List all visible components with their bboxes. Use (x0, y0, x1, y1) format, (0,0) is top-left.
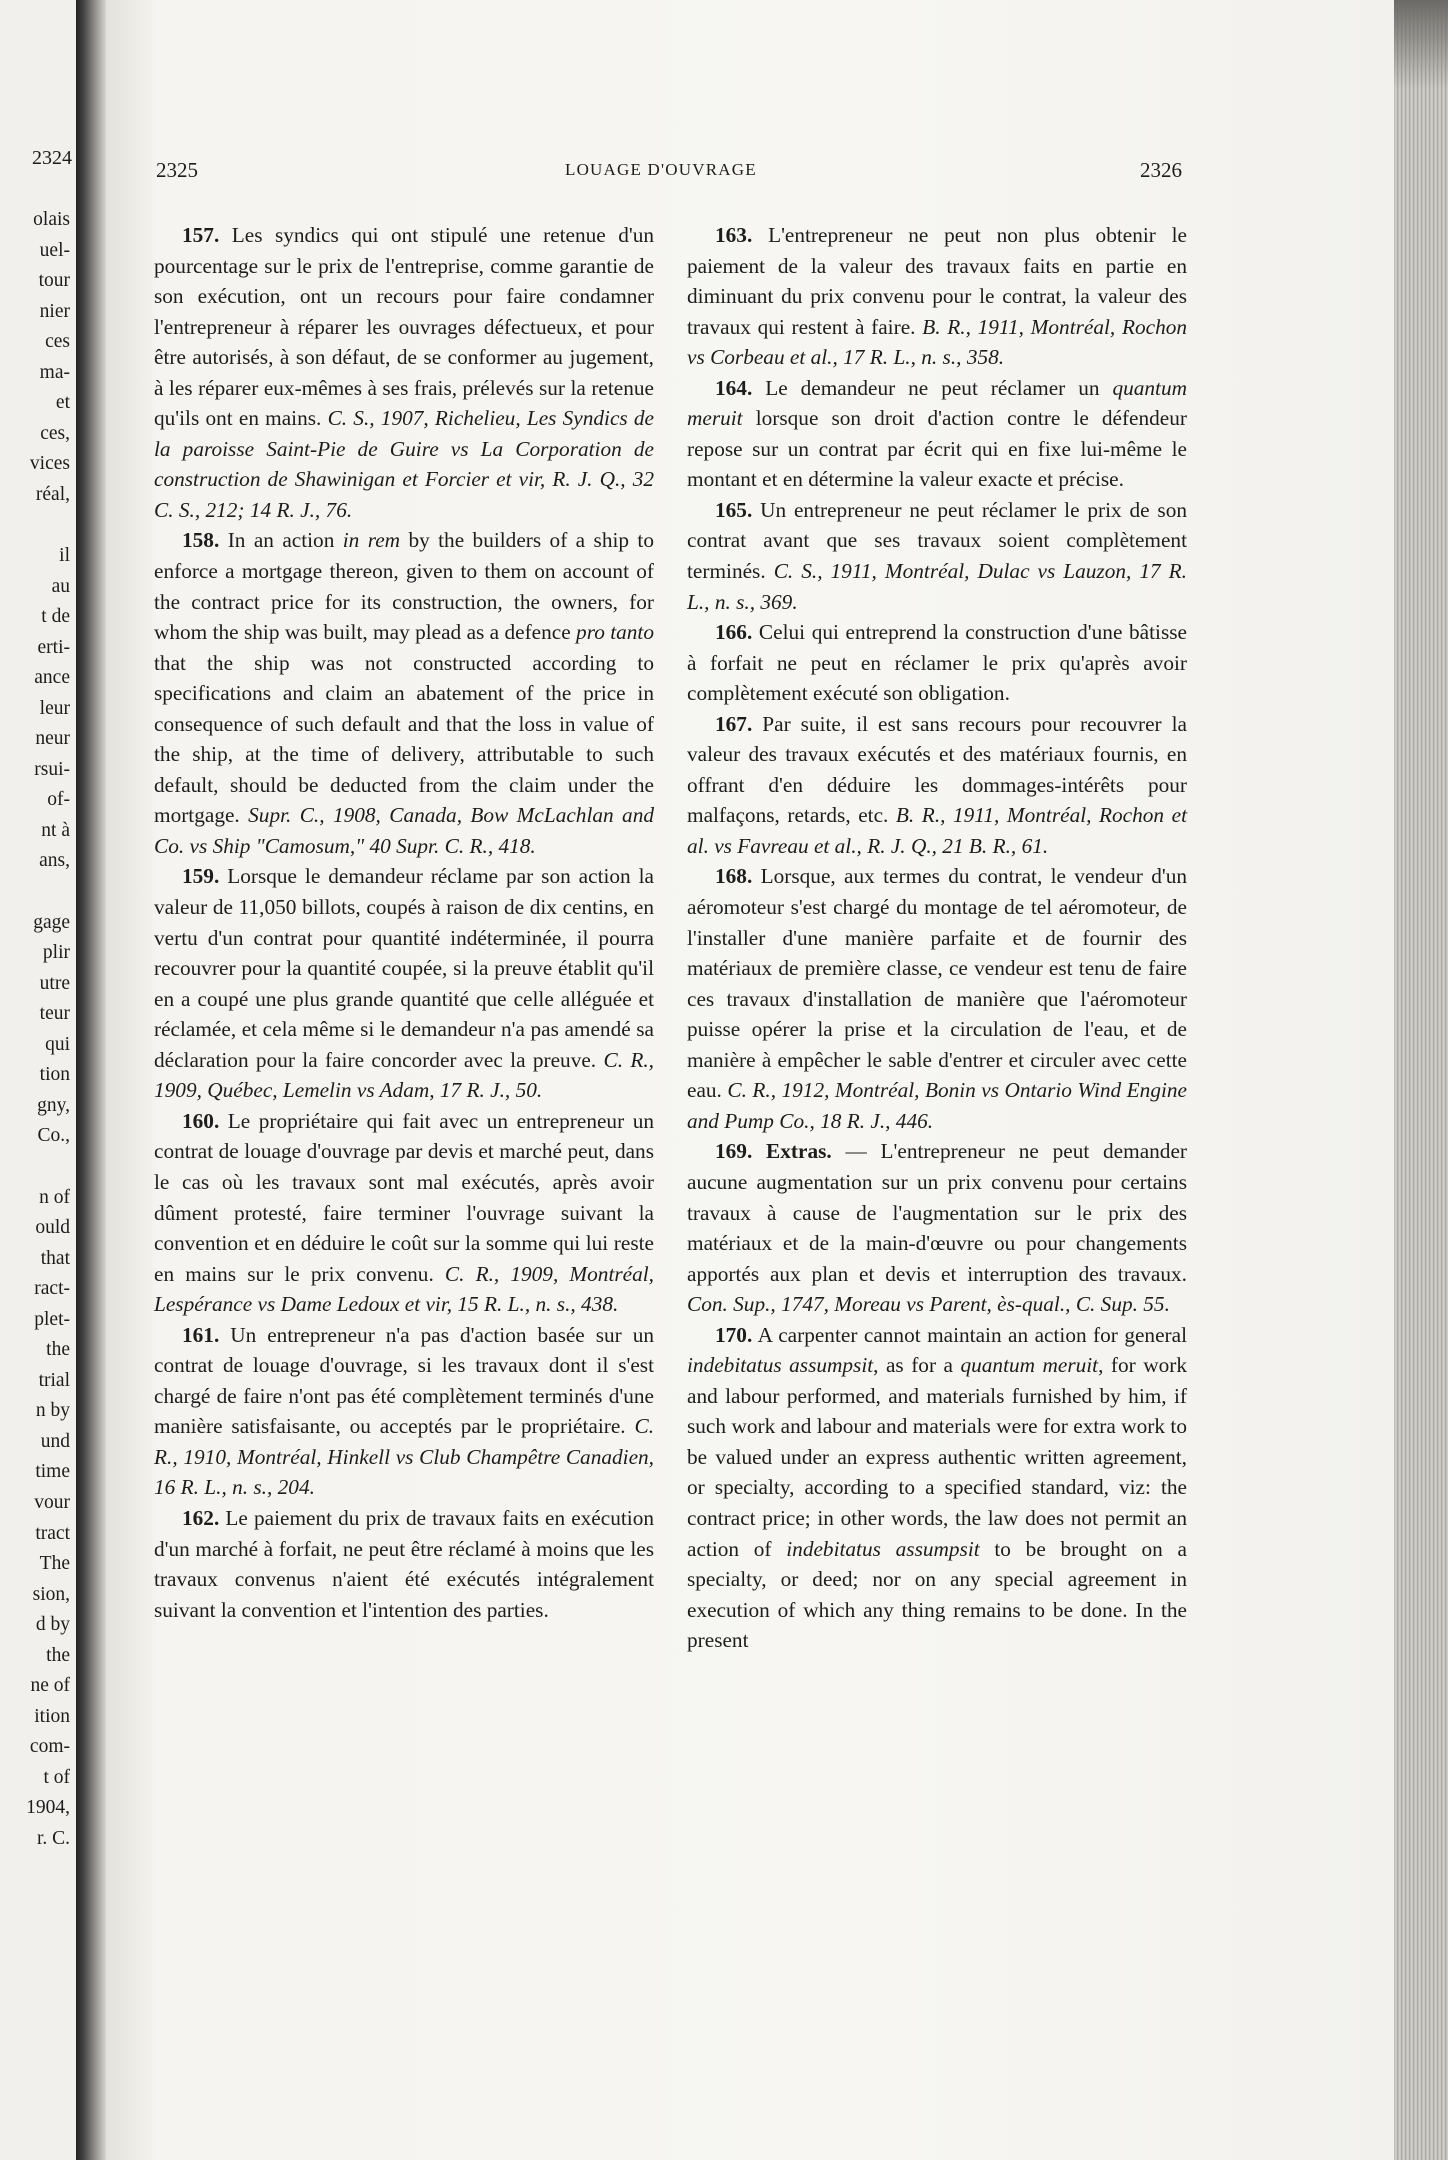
paragraph-162: 162. Le paiement du prix de travaux faits en exécution d'un marché à forfait, ne peut être réclamé à moins que les travaux convenus n'aient été exécutés intégralement suivant la convention et l'intention des parties. (154, 1505, 654, 1622)
paragraph-157: 157. Les syndics qui ont stipulé une retenue d'un pourcentage sur le prix de l'entreprise, comme garantie de son exécution, ont un recours pour faire condamner l'entrepreneur à réparer les ouvrages défectueux, et pour être autorisés, à son défaut, de se conformer au jugement, à les réparer eux-mêmes à ses frais, prélevés sur la retenue qu'ils ont en mains. C. S., 1907, Richelieu, Les Syndics de la paroisse Saint-Pie de Guire vs La Corporation de construction de Shawinigan et Forcier et vir, R. J. Q., 32 C. S., 212; 14 R. J., 76. (154, 223, 655, 522)
previous-page-text: olais uel- tour nier ces ma- et ces, vices réal, il au t de erti- ance leur neur rsui- of- nt à ans, gage plir utre teur qui tion gny, Co., n of ould that ract- plet- the trial n by und time vour tract The sion, d by the ne of ition com- t of 1904, r. C. (26, 209, 70, 1849)
previous-page-sliver (0, 0, 76, 2160)
right-column (687, 220, 1187, 1656)
paragraph-164: 164. Le demandeur ne peut réclamer un quantum meruit lorsque son droit d'action contre le défendeur repose sur un contrat par écrit qui en fixe lui-même le montant et en détermine la valeur exacte et précise. (687, 375, 1187, 492)
paragraph-170: 170. A carpenter cannot maintain an action for general indebitatus assumpsit, as for a quantum meruit, for work and labour performed, and materials furnished by him, if such work and labour and materials were for extra work to be valued under an express authentic written agreement, or specialty, according to a specified standard, viz: the contract price; in other words, the law does not permit an action of indebitatus assumpsit to be brought on a specialty, or deed; nor on any special agreement in execution of which any thing remains to be done. In the present (687, 1322, 1188, 1653)
right-page-number: 2326 (1140, 158, 1182, 182)
paragraph-160: 160. Le propriétaire qui fait avec un entrepreneur un contrat de louage d'ouvrage par devis et marché peut, dans le cas où les travaux sont mal exécutés, après avoir dûment protesté, faire terminer l'ouvrage suivant la convention et en déduire le coût sur la somme qui lui reste en mains sur le prix convenu. C. R., 1909, Montréal, Lespérance vs Dame Ledoux et vir, 15 R. L., n. s., 438. (154, 1108, 654, 1317)
left-column (154, 220, 654, 1625)
paragraph-167: 167. Par suite, il est sans recours pour recouvrer la valeur des travaux exécutés et des matériaux fournis, en offrant d'en déduire les dommages-intérêts pour malfaçons, retards, etc. B. R., 1911, Montréal, Rochon et al. vs Favreau et al., R. J. Q., 21 B. R., 61. (687, 711, 1188, 858)
running-title: LOUAGE D'OUVRAGE (565, 160, 757, 179)
page-edges (1394, 0, 1448, 2160)
book-gutter (76, 0, 106, 2160)
paragraph-163: 163. L'entrepreneur ne peut non plus obtenir le paiement de la valeur des travaux faits en partie en diminuant du prix convenu pour le contrat, la valeur des travaux qui restent à faire. B. R., 1911, Montréal, Rochon vs Corbeau et al., 17 R. L., n. s., 358. (687, 223, 1188, 370)
paragraph-165: 165. Un entrepreneur ne peut réclamer le prix de son contrat avant que ses travaux soient complètement terminés. C. S., 1911, Montréal, Dulac vs Lauzon, 17 R. L., n. s., 369. (687, 497, 1188, 614)
paragraph-166: 166. Celui qui entreprend la construction d'une bâtisse à forfait ne peut en réclamer le prix qu'après avoir complètement exécuté son obligation. (687, 620, 1187, 706)
previous-page-number: 2324 (32, 147, 72, 169)
paragraph-161: 161. Un entrepreneur n'a pas d'action basée sur un contrat de louage d'ouvrage, si les travaux dont il s'est chargé de faire n'ont pas été complètement terminés d'une manière satisfaisante, ou acceptés par le propriétaire. C. R., 1910, Montréal, Hinkell vs Club Champêtre Canadien, 16 R. L., n. s., 204. (154, 1322, 655, 1500)
paragraph-158: 158. In an action in rem by the builders of a ship to enforce a mortgage thereon, given to them on account of the contract price for its construction, the owners, for whom the ship was built, may plead as a defence pro tanto that the ship was not constructed according to specifications and claim an abatement of the price in consequence of such default and that the loss in value of the ship, at the time of delivery, attributable to such default, should be deducted from the claim under the mortgage. Supr. C., 1908, Canada, Bow McLachlan and Co. vs Ship "Camosum," 40 Supr. C. R., 418. (154, 528, 654, 858)
paragraph-159: 159. Lorsque le demandeur réclame par son action la valeur de 11,050 billots, coupés à raison de dix centins, en vertu d'un contrat pour quantité indéterminée, il pourra recouvrer pour la quantité coupée, si la preuve établit qu'il en a coupé une plus grande quantité que celle alléguée et réclamée, et cela même si le demandeur n'a pas amendé sa déclaration pour la faire concorder avec la preuve. C. R., 1909, Québec, Lemelin vs Adam, 17 R. J., 50. (154, 864, 655, 1103)
left-page-number: 2325 (156, 158, 198, 182)
paragraph-168: 168. Lorsque, aux termes du contrat, le vendeur d'un aéromoteur s'est chargé du montage de tel aéromoteur, de l'installer d'une manière parfaite et de fournir des matériaux de première classe, ce vendeur est tenu de faire ces travaux d'installation de manière que l'aéromoteur puisse opérer la prise et la circulation de l'eau, et de manière à empêcher le sable d'entrer et circuler avec cette eau. C. R., 1912, Montréal, Bonin vs Ontario Wind Engine and Pump Co., 18 R. J., 446. (687, 864, 1187, 1133)
paragraph-169: 169. Extras. — L'entrepreneur ne peut demander aucune augmentation sur un prix convenu pour certains travaux à cause de l'augmentation sur le prix des matériaux et de la main-d'œuvre ou pour changements apportés aux plan et devis et interruption des travaux. Con. Sup., 1747, Moreau vs Parent, ès-qual., C. Sup. 55. (687, 1139, 1187, 1317)
